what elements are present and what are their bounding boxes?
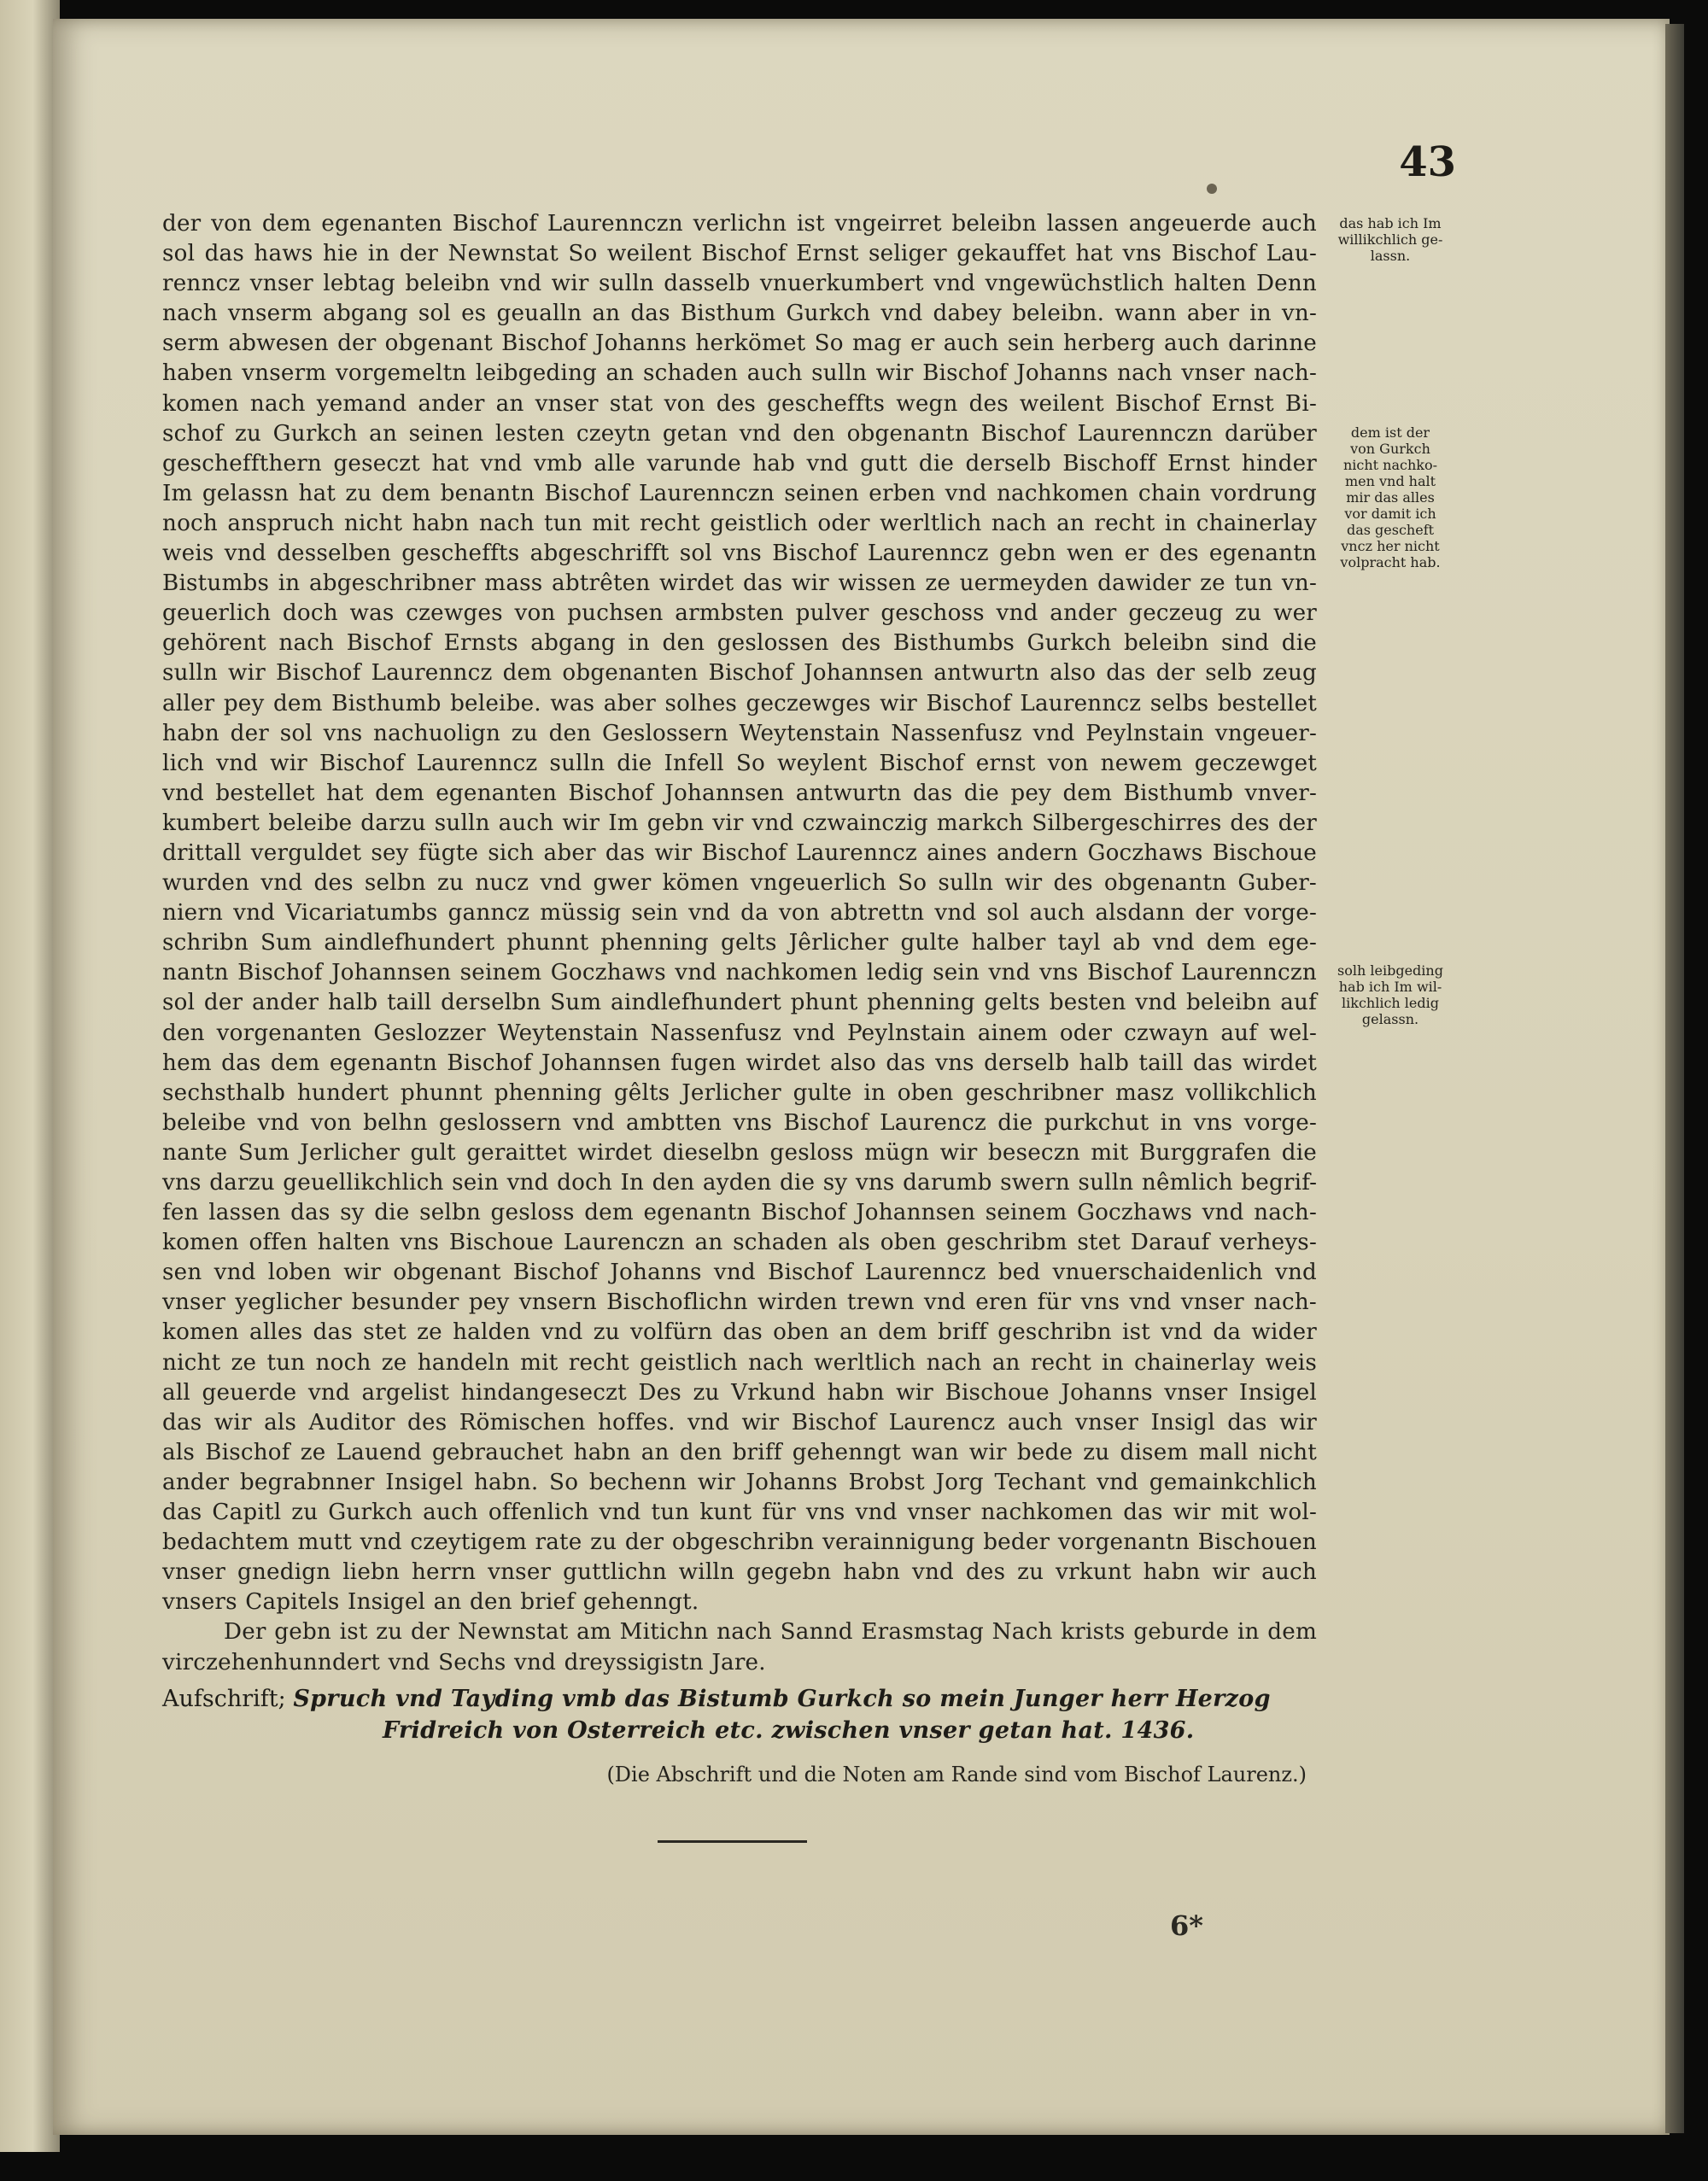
text-line: schribn Sum aindlefhundert phunnt phenning gelts Jêrlicher gulte halber tayl ab vnd dem ege- xyxy=(162,930,1317,956)
text-line: all geuerde vnd argelist hindangeseczt Des zu Vrkund habn wir Bischoue Johanns vnser Insigel xyxy=(162,1379,1317,1406)
margin-note-line: volpracht hab. xyxy=(1340,554,1441,570)
ink-spot xyxy=(1207,184,1217,194)
text-line: sen vnd loben wir obgenant Bischof Johanns vnd Bischof Laurenncz bed vnuerschaidenlich vnd xyxy=(162,1260,1317,1286)
text-line: vnser gnedign liebn herrn vnser guttlichn willn gegebn habn vnd des zu vrkunt habn wir auch xyxy=(162,1559,1317,1586)
text-line: habn der sol vns nachuolign zu den Geslossern Weytenstain Nassenfusz vnd Peylnstain vngeuer- xyxy=(162,720,1317,746)
text-line: serm abwesen der obgenant Bischof Johanns herkömet So mag er auch sein herberg auch darinne xyxy=(162,330,1317,357)
text-line: bedachtem mutt vnd czeytigem rate zu der obgeschribn verainnigung beder vorgenantn Bischouen xyxy=(162,1529,1317,1556)
text-line: komen alles das stet ze halden vnd zu volfürn das oben an dem briff geschribn ist vnd da wider xyxy=(162,1319,1317,1346)
text-line: wurden vnd des selbn zu nucz vnd gwer kömen vngeuerlich So sulln wir des obgenantn Guber- xyxy=(162,870,1317,897)
margin-note-line: likchlich ledig xyxy=(1342,995,1439,1011)
margin-note-line: solh leibgeding xyxy=(1337,962,1443,979)
text-line: drittall verguldet sey fügte sich aber das wir Bischof Laurenncz aines andern Goczhaws Bischoue xyxy=(162,839,1317,866)
margin-note-line: hab ich Im wil- xyxy=(1338,979,1442,995)
text-line: beleibe vnd von belhn geslossern vnd ambtten vns Bischof Laurencz die purkchut in vns vorge- xyxy=(162,1109,1317,1136)
text-line: haben vnserm vorgemeltn leibgeding an schaden auch sulln wir Bischof Johanns nach vnser nach- xyxy=(162,360,1317,387)
text-line: gehörent nach Bischof Ernsts abgang in den geslossen des Bisthumbs Gurkch beleibn sind die xyxy=(162,630,1317,657)
margin-note-1 xyxy=(1322,215,1459,264)
text-line: komen offen halten vns Bischoue Laurenczn an schaden als oben geschribm stet Darauf verheys- xyxy=(162,1230,1317,1256)
text-line: hem das dem egenantn Bischof Johannsen fugen wirdet also das vns derselb halb taill das wirdet xyxy=(162,1050,1317,1076)
margin-note-3 xyxy=(1322,962,1459,1027)
source-note: (Die Abschrift und die Noten am Rande sind vom Bischof Laurenz.) xyxy=(606,1763,1307,1786)
text-line: den vorgenanten Geslozzer Weytenstain Nassenfusz vnd Peylnstain ainem oder czwayn auf wel- xyxy=(162,1020,1317,1046)
margin-note-line: willikchlich ge- xyxy=(1337,231,1443,248)
aufschrift-title-line-1: Spruch vnd Tayding vmb das Bistumb Gurkch so mein Junger herr Herzog xyxy=(293,1686,1271,1712)
text-line: sulln wir Bischof Laurenncz dem obgenanten Bischof Johannsen antwurtn also das der selb zeug xyxy=(162,660,1317,687)
aufschrift-title-line-2: Fridreich von Osterreich etc. zwischen vnser getan hat. 1436. xyxy=(383,1717,1195,1744)
text-line: ander begrabnner Insigel habn. So bechenn wir Johanns Brobst Jorg Techant vnd gemainkchlich xyxy=(162,1469,1317,1495)
text-line: fen lassen das sy die selbn gesloss dem egenantn Bischof Johannsen seinem Goczhaws vnd nach- xyxy=(162,1200,1317,1226)
text-line: als Bischof ze Lauend gebrauchet habn an den briff gehenngt wan wir bede zu disem mall nicht xyxy=(162,1439,1317,1465)
margin-note-line: dem ist der xyxy=(1350,424,1430,441)
text-line: noch anspruch nicht habn nach tun mit recht geistlich oder werltlich nach an recht in chainerlay xyxy=(162,510,1317,536)
text-line: virczehenhunndert vnd Sechs vnd dreyssigistn Jare. xyxy=(162,1649,766,1675)
closing-rule xyxy=(658,1840,807,1843)
text-line: lich vnd wir Bischof Laurenncz sulln die Infell So weylent Bischof ernst von newem geczewget xyxy=(162,750,1317,776)
text-line: komen nach yemand ander an vnser stat von des gescheffts wegn des weilent Bischof Ernst Bi- xyxy=(162,390,1317,417)
text-line: weis vnd desselben gescheffts abgeschrifft sol vns Bischof Laurenncz gebn wen er des egenantn xyxy=(162,541,1317,567)
text-line: nantn Bischof Johannsen seinem Goczhaws vnd nachkomen ledig sein vnd vns Bischof Laurennczn xyxy=(162,960,1317,986)
text-line: das wir als Auditor des Römischen hoffes. vnd wir Bischof Laurencz auch vnser Insigl das wir xyxy=(162,1409,1317,1435)
text-line: niern vnd Vicariatumbs ganncz müssig sein vnd da von abtrettn vnd sol auch alsdann der vorge- xyxy=(162,900,1317,927)
text-line: Bistumbs in abgeschribner mass abtrêten wirdet das wir wissen ze uermeyden dawider ze tun vn- xyxy=(162,570,1317,597)
text-line: geuerlich doch was czewges von puchsen armbsten pulver geschoss vnd ander geczeug zu wer xyxy=(162,600,1317,627)
text-line: Im gelassn hat zu dem benantn Bischof Laurennczn seinen erben vnd nachkomen chain vordrung xyxy=(162,480,1317,506)
margin-note-line: lassn. xyxy=(1370,248,1411,264)
text-line: sol der ander halb taill derselbn Sum aindlefhundert phunt phenning gelts besten vnd beleibn auf xyxy=(162,990,1317,1016)
text-line: vnser yeglicher besunder pey vnsern Bischoflichn wirden trewn vnd eren für vns vnd vnser nach- xyxy=(162,1289,1317,1316)
margin-note-line: vncz her nicht xyxy=(1341,538,1440,554)
signature-mark: 6* xyxy=(1170,1909,1203,1942)
text-line: sechsthalb hundert phunnt phenning gêlts Jerlicher gulte in oben geschribner masz vollikchlich xyxy=(162,1079,1317,1106)
aufschrift-label: Aufschrift; xyxy=(162,1686,286,1712)
margin-note-line: gelassn. xyxy=(1361,1011,1419,1027)
text-line: nicht ze tun noch ze handeln mit recht geistlich nach werltlich nach an recht in chainerlay weis xyxy=(162,1349,1317,1376)
aufschrift xyxy=(162,1683,1317,1746)
text-line: schof zu Gurkch an seinen lesten czeytn getan vnd den obgenantn Bischof Laurennczn darüber xyxy=(162,420,1317,447)
margin-note-line: men vnd halt xyxy=(1344,473,1436,489)
text-line: der von dem egenanten Bischof Laurennczn verlichn ist vngeirret beleibn lassen angeuerde auch xyxy=(162,211,1317,237)
text-line: das Capitl zu Gurkch auch offenlich vnd tun kunt für vns vnd vnser nachkomen das wir mit wol- xyxy=(162,1500,1317,1526)
margin-note-line: das gescheft xyxy=(1346,522,1435,538)
margin-note-line: vor damit ich xyxy=(1344,506,1436,522)
margin-note-2 xyxy=(1322,424,1459,570)
text-line: renncz vnser lebtag beleibn vnd wir sulln dasselb vnuerkumbert vnd vngewüchstlich halten Denn xyxy=(162,271,1317,297)
text-line: sol das haws hie in der Newnstat So weilent Bischof Ernst seliger gekauffet hat vns Bischof Lau- xyxy=(162,241,1317,267)
text-line: vnd bestellet hat dem egenanten Bischof Johannsen antwurtn das die pey dem Bisthumb vnver- xyxy=(162,780,1317,806)
margin-note-line: das hab ich Im xyxy=(1339,215,1442,231)
text-line: vns darzu geuellikchlich sein vnd doch In den ayden die sy vns darumb swern sulln nêmlich begrif- xyxy=(162,1170,1318,1196)
previous-page-edge xyxy=(0,0,60,2152)
text-line: nach vnserm abgang sol es geualln an das Bisthum Gurkch vnd dabey beleibn. wann aber in vn- xyxy=(162,301,1317,327)
text-line: gescheffthern geseczt hat vnd vmb alle varunde hab vnd gutt die derselb Bischoff Ernst hinder xyxy=(162,450,1317,477)
margin-note-line: von Gurkch xyxy=(1350,441,1430,457)
main-text-block xyxy=(162,209,1317,1678)
text-line: vnsers Capitels Insigel an den brief gehenngt. xyxy=(162,1589,699,1616)
text-line: aller pey dem Bisthumb beleibe. was aber solhes geczewges wir Bischof Laurenncz selbs bestellet xyxy=(162,690,1317,716)
text-line: kumbert beleibe darzu sulln auch wir Im gebn vir vnd czwainczig markch Silbergeschirres des der xyxy=(162,810,1317,836)
page-number: 43 xyxy=(1399,138,1456,186)
text-line: nante Sum Jerlicher gult geraittet wirdet dieselbn gesloss mügn wir beseczn mit Burggrafen die xyxy=(162,1139,1317,1166)
margin-note-line: mir das alles xyxy=(1346,489,1435,506)
text-line: Der gebn ist zu der Newnstat am Mitichn nach Sannd Erasmstag Nach krists geburde in dem xyxy=(224,1619,1317,1646)
margin-note-line: nicht nachko- xyxy=(1342,457,1438,473)
book-edge-shadow xyxy=(1665,24,1684,2133)
